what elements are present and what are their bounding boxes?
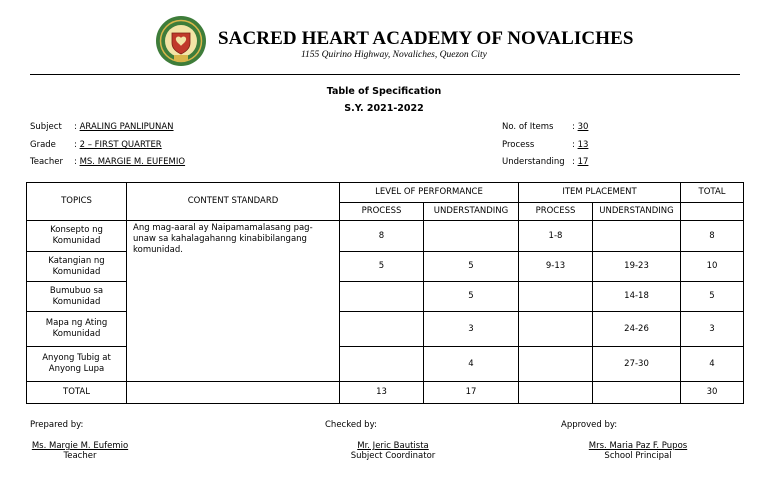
understanding-items-cell	[593, 221, 681, 252]
checked-signatory	[343, 441, 443, 461]
understanding-items-cell: 27-30	[593, 347, 681, 382]
total-cell: 10	[681, 252, 744, 282]
checked-name: Mr. Jeric Bautista	[357, 441, 429, 451]
grade-line	[30, 140, 162, 150]
header-process: PROCESS	[340, 203, 424, 221]
approved-signatory	[583, 441, 693, 461]
grade-value: 2 – FIRST QUARTER	[79, 140, 162, 150]
items-line	[502, 122, 588, 132]
subject-label: Subject	[30, 122, 62, 132]
prepared-signatory	[30, 441, 130, 461]
understanding-label: Understanding	[502, 157, 565, 167]
header-item-placement: ITEM PLACEMENT	[519, 183, 681, 203]
totals-process: 13	[340, 382, 424, 404]
table-row	[27, 221, 744, 252]
understanding-items-cell: 24-26	[593, 312, 681, 347]
header-divider	[30, 74, 740, 75]
separator: :	[572, 157, 575, 167]
header-total-blank	[681, 203, 744, 221]
total-cell: 8	[681, 221, 744, 252]
header-level-of-performance: LEVEL OF PERFORMANCE	[340, 183, 519, 203]
teacher-value: MS. MARGIE M. EUFEMIO	[79, 157, 186, 167]
topic-cell: Anyong Tubig at Anyong Lupa	[27, 347, 127, 382]
totals-blank	[519, 382, 593, 404]
topic-cell: Katangian ng Komunidad	[27, 252, 127, 282]
document-title: Table of Specification	[326, 86, 442, 97]
approved-name: Mrs. Maria Paz F. Pupos	[588, 441, 688, 451]
process-count-cell: 5	[340, 252, 424, 282]
header-topics: TOPICS	[27, 183, 127, 221]
separator: :	[572, 122, 575, 132]
totals-total: 30	[681, 382, 744, 404]
topic-cell: Bumubuo sa Komunidad	[27, 282, 127, 312]
process-items-cell: 1-8	[519, 221, 593, 252]
topic-cell: Konsepto ng Komunidad	[27, 221, 127, 252]
teacher-label: Teacher	[30, 157, 63, 167]
subject-line	[30, 122, 174, 132]
process-count-cell	[340, 312, 424, 347]
specification-table	[26, 182, 744, 404]
topic-cell: Mapa ng Ating Komunidad	[27, 312, 127, 347]
separator: :	[572, 140, 575, 150]
understanding-count-cell: 5	[424, 252, 519, 282]
header-process-items: PROCESS	[519, 203, 593, 221]
separator: :	[74, 122, 77, 132]
content-standard-cell: Ang mag-aaral ay Naipamamalasang pag-unaw sa kahalagahanng kinabibilangang komunidad.	[127, 221, 340, 382]
checked-label: Checked by:	[325, 420, 377, 430]
header-understanding-items: UNDERSTANDING	[593, 203, 681, 221]
prepared-name: Ms. Margie M. Eufemio	[31, 441, 129, 451]
teacher-line	[30, 157, 185, 167]
total-cell: 5	[681, 282, 744, 312]
school-year: S.Y. 2021-2022	[344, 103, 424, 114]
header-content-standard: CONTENT STANDARD	[127, 183, 340, 221]
header-total: TOTAL	[681, 183, 744, 203]
process-label: Process	[502, 140, 535, 150]
totals-label: TOTAL	[27, 382, 127, 404]
understanding-items-cell: 19-23	[593, 252, 681, 282]
process-count-cell	[340, 347, 424, 382]
process-items-cell	[519, 282, 593, 312]
prepared-label: Prepared by:	[30, 420, 84, 430]
process-count-cell	[340, 282, 424, 312]
items-value: 30	[577, 122, 589, 132]
school-name: SACRED HEART ACADEMY OF NOVALICHES	[218, 28, 634, 49]
checked-role: Subject Coordinator	[350, 451, 436, 461]
subject-value: ARALING PANLIPUNAN	[79, 122, 174, 132]
process-items-cell	[519, 347, 593, 382]
process-line	[502, 140, 588, 150]
approved-label: Approved by:	[561, 420, 618, 430]
understanding-line	[502, 157, 588, 167]
process-items-cell: 9-13	[519, 252, 593, 282]
understanding-items-cell: 14-18	[593, 282, 681, 312]
separator: :	[74, 140, 77, 150]
process-items-cell	[519, 312, 593, 347]
header-understanding: UNDERSTANDING	[424, 203, 519, 221]
total-cell: 4	[681, 347, 744, 382]
understanding-value: 17	[577, 157, 589, 167]
school-address: 1155 Quirino Highway, Novaliches, Quezon City	[301, 50, 487, 60]
understanding-count-cell: 3	[424, 312, 519, 347]
prepared-role: Teacher	[63, 451, 97, 461]
process-value: 13	[577, 140, 589, 150]
understanding-count-cell	[424, 221, 519, 252]
totals-blank	[127, 382, 340, 404]
totals-blank	[593, 382, 681, 404]
understanding-count-cell: 5	[424, 282, 519, 312]
process-count-cell: 8	[340, 221, 424, 252]
items-label: No. of Items	[502, 122, 554, 132]
approved-role: School Principal	[604, 451, 672, 461]
total-cell: 3	[681, 312, 744, 347]
separator: :	[74, 157, 77, 167]
school-seal-logo	[155, 15, 207, 67]
totals-row	[27, 382, 744, 404]
understanding-count-cell: 4	[424, 347, 519, 382]
grade-label: Grade	[30, 140, 56, 150]
totals-understanding: 17	[424, 382, 519, 404]
